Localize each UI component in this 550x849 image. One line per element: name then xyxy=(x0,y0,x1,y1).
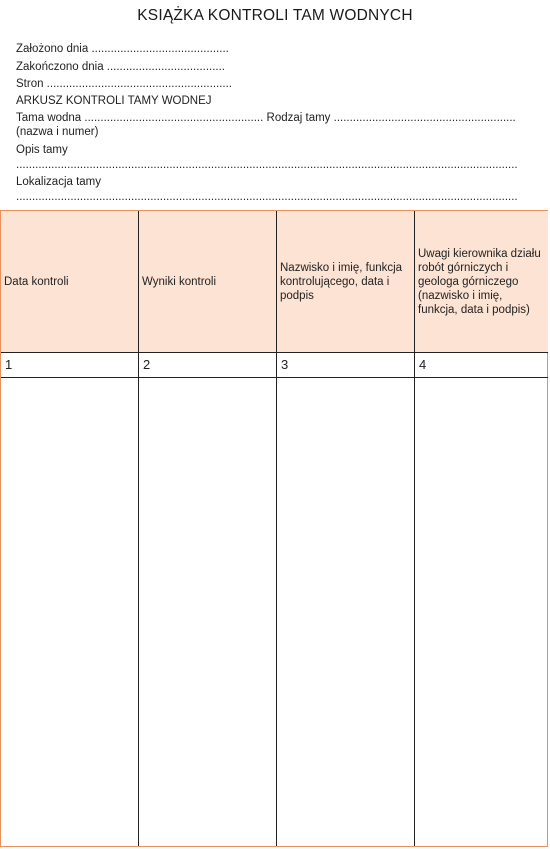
pages-line: Stron .......................................................... xyxy=(16,78,232,90)
entry-cell-inspector[interactable] xyxy=(277,378,414,846)
dam-description-dots: ............................................................................................................................................................. xyxy=(16,159,518,171)
sheet-heading: ARKUSZ KONTROLI TAMY WODNEJ xyxy=(16,95,212,107)
header-label: Nazwisko i imię, funkcja kontrolującego, data i podpis xyxy=(280,261,403,302)
column-divider xyxy=(414,211,415,846)
finished-date-line: Zakończono dnia ..................................... xyxy=(16,61,225,73)
header-label: Wyniki kontroli xyxy=(142,275,217,288)
founded-date-line: Założono dnia ........................................... xyxy=(16,43,229,55)
document-title: KSIĄŻKA KONTROLI TAM WODNYCH xyxy=(137,7,413,24)
header-label: Uwagi kierownika działu robót górniczych i geologa górniczego (nazwisko i imię, funkcja, data i podpis) xyxy=(418,247,541,316)
header-cell-remarks xyxy=(415,211,548,352)
header-label: Data kontroli xyxy=(4,275,69,288)
dam-description-label: Opis tamy xyxy=(16,144,68,156)
dam-name-hint: (nazwa i numer) xyxy=(16,126,99,138)
column-number-2: 2 xyxy=(143,357,151,372)
column-divider xyxy=(138,211,139,846)
column-number-1: 1 xyxy=(5,357,13,372)
column-number-4: 4 xyxy=(419,357,427,372)
dam-location-label: Lokalizacja tamy xyxy=(16,176,102,188)
control-table xyxy=(0,210,548,847)
dam-name-type-line: Tama wodna ........................................................ Rodzaj tamy ......................................................... xyxy=(16,112,516,124)
entry-cell-remarks[interactable] xyxy=(415,378,548,846)
entry-cell-date[interactable] xyxy=(1,378,138,846)
column-divider xyxy=(276,211,277,846)
column-number-3: 3 xyxy=(281,357,289,372)
header-cell-date xyxy=(1,211,138,352)
header-cell-results xyxy=(139,211,276,352)
header-cell-inspector xyxy=(277,211,414,352)
dam-location-dots: ............................................................................................................................................................. xyxy=(16,191,518,203)
entry-cell-results[interactable] xyxy=(139,378,276,846)
